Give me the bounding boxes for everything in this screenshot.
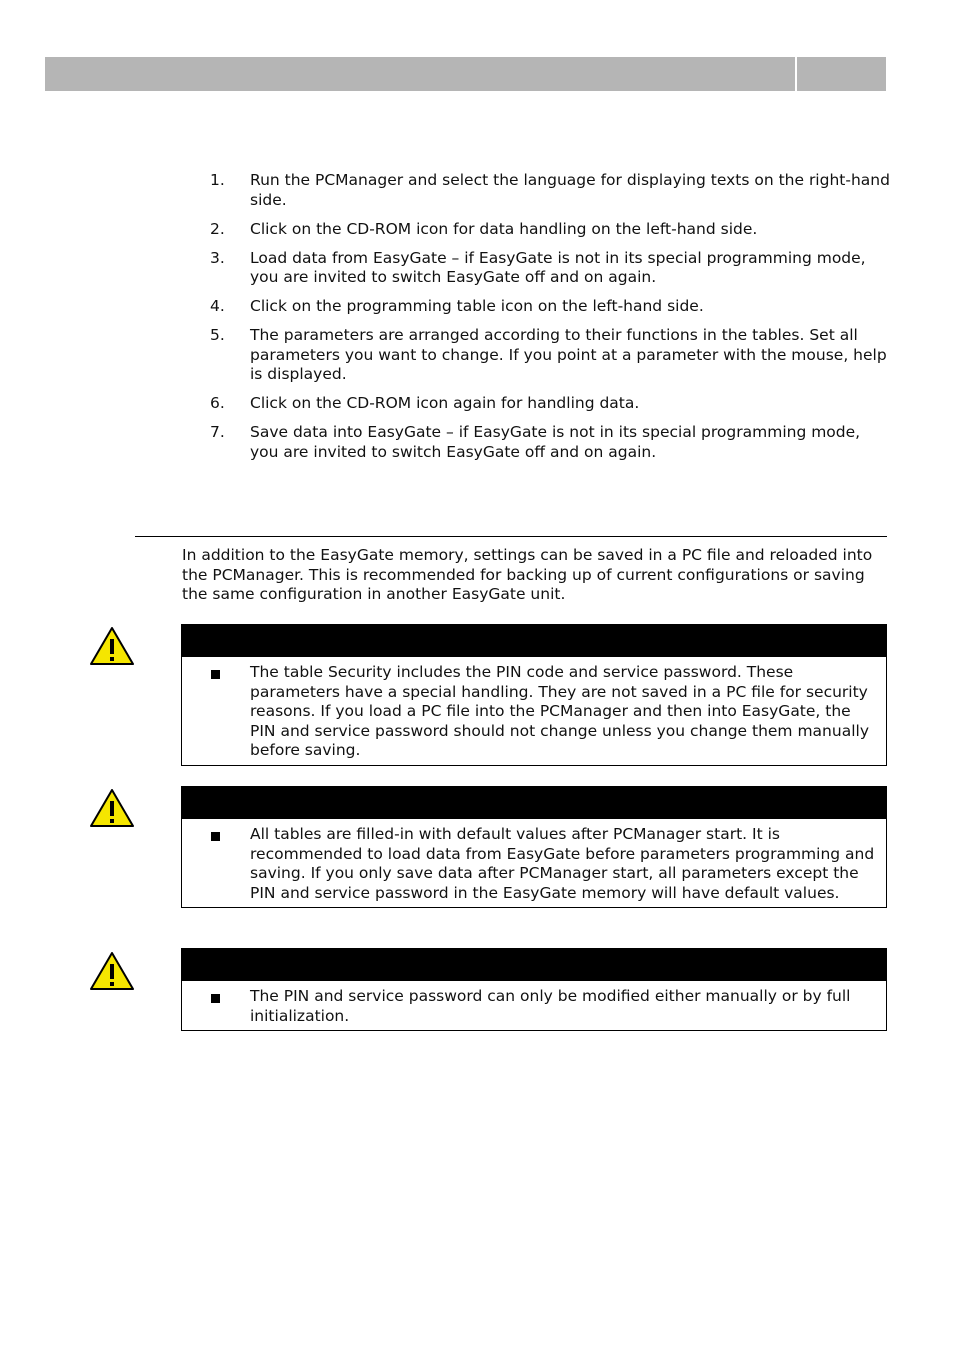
step-number: 4. [210,297,225,315]
step-item [210,249,890,288]
bullet-square [211,670,220,679]
section-divider [135,536,887,537]
step-text: Run the PCManager and select the language for displaying texts on the right-hand side. [250,171,890,209]
step-item [210,297,890,317]
step-text: Click on the CD-ROM icon for data handling on the left-hand side. [250,219,758,238]
note-text: All tables are filled-in with default values after PCManager start. It is recommended to load data from EasyGate before parameters programming and saving. If you only save data after PCManager start, all parameters except the PIN and service password in the EasyGate memory will have default values. [250,825,875,902]
note-body [182,657,886,765]
step-number: 6. [210,394,225,412]
step-number: 3. [210,248,225,267]
note-box [181,948,887,1031]
note-header [182,625,886,657]
note-body [182,981,886,1030]
warning-icon [89,626,135,666]
note-header [182,949,886,981]
note-text: The table Security includes the PIN code and service password. These parameters have a special handling. They are not saved in a PC file for security reasons. If you load a PC file into the PCManager and then into EasyGate, the PIN and service password should not change unless you change them manually before saving. [250,663,869,759]
step-text: The parameters are arranged according to their functions in the tables. Set all parameters you want to change. If you point at a parameter with the mouse, help is displayed. [250,326,887,383]
note-box [181,786,887,908]
step-number: 1. [210,171,225,189]
step-item [210,171,890,210]
step-text: Save data into EasyGate – if EasyGate is not in its special programming mode, you are invited to switch EasyGate off and on again. [250,423,861,461]
step-item [210,394,890,414]
intro-paragraph: In addition to the EasyGate memory, settings can be saved in a PC file and reloaded into the PCManager. This is recommended for backing up of current configurations or saving the same configuration in another EasyGate unit. [182,546,873,603]
step-item [210,220,890,240]
bullet-square [211,994,220,1003]
warning-icon [89,951,135,991]
step-text: Click on the programming table icon on the left-hand side. [250,297,704,315]
step-item [210,326,890,385]
note-text: The PIN and service password can only be modified either manually or by full initialization. [250,987,851,1025]
step-text: Click on the CD-ROM icon again for handling data. [250,394,640,412]
step-item [210,423,890,462]
page-number-box [797,57,886,91]
note-body [182,819,886,907]
note-box [181,624,887,766]
step-text: Load data from EasyGate – if EasyGate is not in its special programming mode, you are invited to switch EasyGate off and on again. [250,248,866,286]
warning-icon [89,788,135,828]
procedure-steps [210,171,890,472]
bullet-square [211,832,220,841]
page-header-bar [45,57,795,91]
note-header [182,787,886,819]
step-number: 2. [210,219,225,238]
step-number: 7. [210,423,225,441]
step-number: 5. [210,326,225,344]
